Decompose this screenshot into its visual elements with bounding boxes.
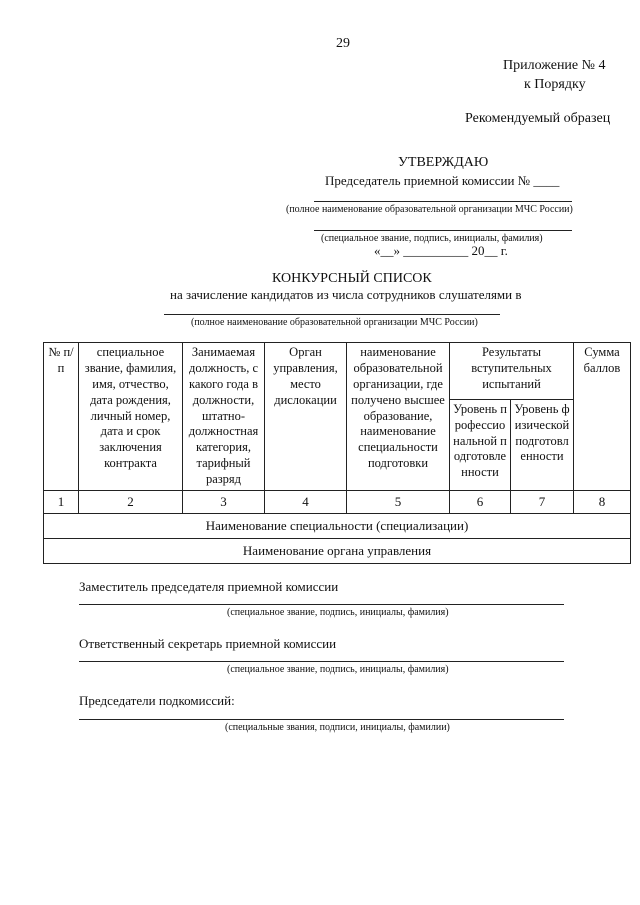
- col-number: 8: [574, 490, 631, 513]
- sample-note: Рекомендуемый образец: [465, 111, 611, 126]
- authority-row-label: Наименование органа управления: [44, 538, 631, 563]
- subcommittees-line: [79, 719, 564, 720]
- header-education: наименование образовательной организации, где получено высшее образование, наименование специальности подготовки: [347, 343, 450, 491]
- col-number: 3: [183, 490, 265, 513]
- header-total: Сумма баллов: [574, 343, 631, 491]
- list-org-caption: (полное наименование образовательной организации МЧС России): [191, 317, 478, 328]
- deputy-line: [79, 604, 564, 605]
- col-number: 4: [265, 490, 347, 513]
- header-position: Занимаемая должность, с какого года в должности, штатно-должностная категория, тарифный разряд: [183, 343, 265, 491]
- list-org-line: [164, 314, 500, 315]
- col-number: 1: [44, 490, 79, 513]
- header-phys-level: Уровень физической подготовленности: [511, 399, 574, 490]
- appendix-number: Приложение № 4: [503, 58, 606, 73]
- specialty-row: [44, 513, 631, 538]
- header-person: специальное звание, фамилия, имя, отчество, дата рождения, личный номер, дата и срок заключения контракта: [79, 343, 183, 491]
- list-subtitle: на зачисление кандидатов из числа сотрудников слушателями в: [170, 287, 522, 302]
- subcommittees-label: Председатели подкомиссий:: [79, 693, 235, 708]
- header-results: Результаты вступительных испытаний: [450, 343, 574, 400]
- col-number: 7: [511, 490, 574, 513]
- approval-chairman: Председатель приемной комиссии № ____: [325, 173, 560, 188]
- specialty-row-label: Наименование специальности (специализации): [44, 513, 631, 538]
- deputy-caption: (специальное звание, подпись, инициалы, фамилия): [227, 607, 449, 618]
- approval-signer-caption: (специальное звание, подпись, инициалы, фамилия): [321, 233, 543, 244]
- col-number: 6: [450, 490, 511, 513]
- header-row: [44, 343, 631, 400]
- column-numbers-row: [44, 490, 631, 513]
- authority-row: [44, 538, 631, 563]
- page-number: 29: [336, 36, 350, 51]
- secretary-line: [79, 661, 564, 662]
- list-title: КОНКУРСНЫЙ СПИСОК: [272, 271, 432, 286]
- header-num: № п/п: [44, 343, 79, 491]
- competition-table: [43, 342, 631, 564]
- header-prof-level: Уровень профессиональной подготовленности: [450, 399, 511, 490]
- secretary-caption: (специальное звание, подпись, инициалы, фамилия): [227, 664, 449, 675]
- approval-org-caption: (полное наименование образовательной организации МЧС России): [286, 204, 573, 215]
- approval-title: УТВЕРЖДАЮ: [398, 155, 489, 170]
- approval-org-line: [314, 201, 572, 202]
- header-authority: Орган управления, место дислокации: [265, 343, 347, 491]
- appendix-reference: к Порядку: [524, 77, 586, 92]
- approval-date: «__» __________ 20__ г.: [374, 243, 508, 258]
- col-number: 5: [347, 490, 450, 513]
- subcommittees-caption: (специальные звания, подписи, инициалы, фамилии): [225, 722, 450, 733]
- secretary-label: Ответственный секретарь приемной комиссии: [79, 636, 337, 651]
- deputy-label: Заместитель председателя приемной комиссии: [79, 579, 339, 594]
- col-number: 2: [79, 490, 183, 513]
- approval-signer-line: [314, 230, 572, 231]
